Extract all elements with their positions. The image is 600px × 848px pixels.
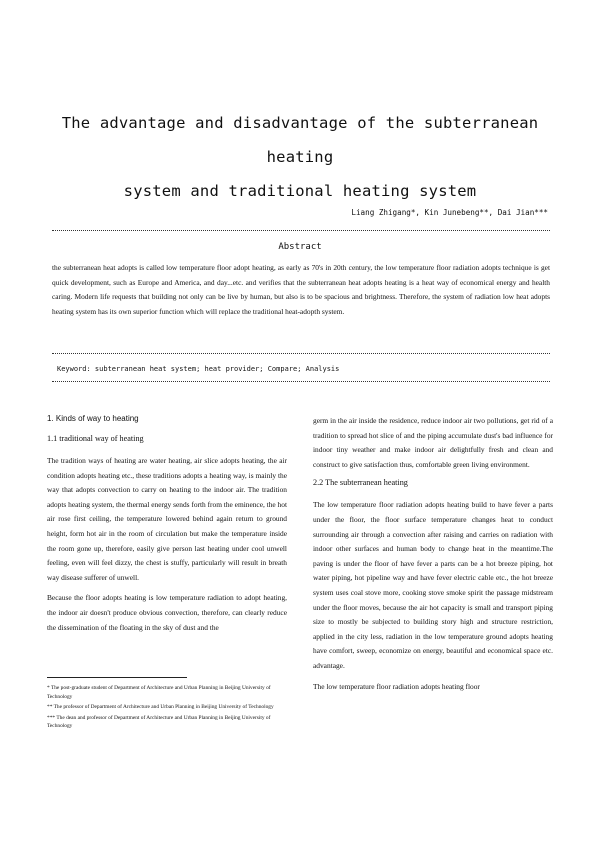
- body-paragraph: germ in the air inside the residence, reduce indoor air two pollutions, get rid of a tradition to spread hot slice of and the piping accumulate dust's bad influence for indoor tiny weather and make indoor air delightfully fresh and clean and construct to give satisfaction thus, comfortable green living environment.: [313, 416, 553, 469]
- abstract-text: the subterranean heat adopts is called low temperature floor adopt heating, as early as 70's in 20th century, the low temperature floor radiation adopts technique is get quick development, such as Europe and America, and day...etc. and verifies that the subterranean heat adopts heating is a heat way of economical energy and health caring. Modern life requests that building not only can be live by human, but also is to be spacious and brightness. Therefore, the system of radiation low heat adopts heating system has its own superior function which will replace the traditional heat-adopth system.: [52, 263, 550, 316]
- body-paragraph: The low temperature floor radiation adopts heating build to have fever a parts under the floor, the floor surface temperature changes heat to conduct surrounding air through a convection after raising and carries on radiation with indoor other surfaces and human body to change heat in the meantime.The paving is under the floor of have fever a parts can be a hot breeze piping, hot water piping, hot pipeline way and have fever electric cable etc., the hot breeze system uses coal stove more, cooking stove smoke spirit the passage midstream under the floor moves, because the air hot capacity is small and transport piping size to mostly be subjected to building story high and structure restriction, applied in the city less, radiation in the low temperature ground adopts heating have comfort, sweep, economize on energy, beautiful and economical space etc. advantage.: [313, 500, 553, 670]
- title-line-1: The advantage and disadvantage of the subterranean heating: [61, 114, 539, 166]
- paper-title: [40, 106, 560, 208]
- dotted-divider: [52, 353, 550, 354]
- subsection-heading: 1.1 traditional way of heating: [47, 434, 144, 443]
- footnote: ** The professor of Department of Architecture and Urban Planning in Beijing University of Technology: [47, 704, 274, 711]
- title-line-2: system and traditional heating system: [123, 182, 477, 200]
- footnote: * The post-graduate student of Department of Architecture and Urban Planning in Beijing University of Technology: [47, 685, 271, 700]
- left-column: [47, 414, 287, 641]
- dotted-divider: [52, 230, 550, 231]
- footnote-rule: [47, 677, 187, 678]
- author-line: Liang Zhigang*, Kin Junebeng**, Dai Jian***: [351, 208, 548, 217]
- footnotes: [47, 684, 287, 733]
- section-heading: 1. Kinds of way to heating: [47, 414, 139, 423]
- subsection-heading: 2.2 The subterranean heating: [313, 478, 408, 488]
- body-paragraph: Because the floor adopts heating is low temperature radiation to adopt heating, the indoor air doesn't produce obvious convection, therefore, can clearly reduce the dissemination of the floating in the sky of dust and the: [47, 593, 287, 632]
- right-column: [313, 414, 553, 700]
- dotted-divider: [52, 381, 550, 382]
- keywords-line: Keyword: subterranean heat system; heat provider; Compare; Analysis: [57, 365, 340, 373]
- body-paragraph: The low temperature floor radiation adopts heating floor: [313, 681, 480, 691]
- abstract-heading: Abstract: [278, 242, 322, 252]
- body-paragraph: The tradition ways of heating are water heating, air slice adopts heating, the air condition adopts heating etc., these traditions adopts a heating way, is mainly the way that adopts convection to carry on heating to the indoor air. The tradition adopts heating system, the thermal energy sends forth from the eminence, the hot air rose first ceiling, the temperature lowered behind again return to ground height, form hot air in the room of circulation but make the temperature inside the room gone up, therefore, easily give person last heating under cool unwell feeling, even will feel dizzy, the chest is stuffy, particularly will result in breath way disease sufferer of unwell.: [47, 456, 287, 582]
- footnote: *** The dean and professor of Department of Architecture and Urban Planning in Beijing University of Technology: [47, 714, 271, 730]
